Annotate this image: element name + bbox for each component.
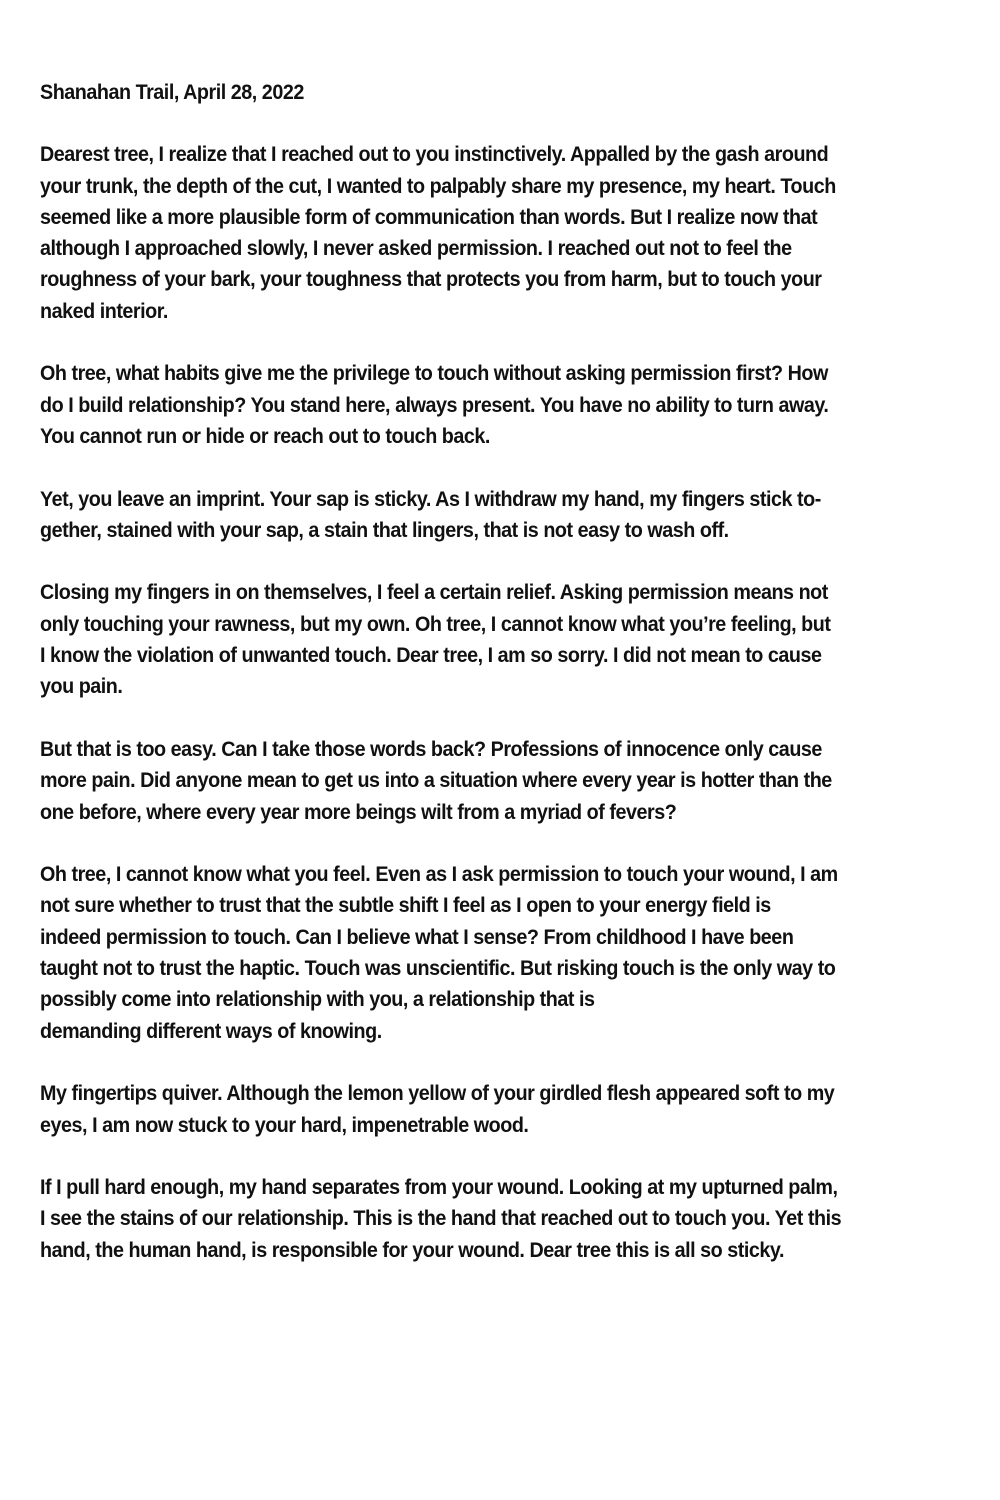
paragraph-line: Oh tree, what habits give me the privilege to touch without asking permission first? How (40, 362, 828, 386)
paragraph-line: roughness of your bark, your toughness that protects you from harm, but to touch your (40, 268, 822, 292)
paragraph-list (40, 139, 914, 1266)
paragraph-line: I see the stains of our relationship. This is the hand that reached out to touch you. Yet this (40, 1207, 842, 1231)
paragraph (40, 734, 914, 828)
paragraph-line: your trunk, the depth of the cut, I wanted to palpably share my presence, my heart. Touch (40, 174, 836, 198)
letter-heading: Shanahan Trail, April 28, 2022 (40, 81, 304, 104)
paragraph-line: hand, the human hand, is responsible for your wound. Dear tree this is all so sticky. (40, 1238, 784, 1262)
paragraph-line: eyes, I am now stuck to your hard, impenetrable wood. (40, 1113, 529, 1137)
paragraph-line: If I pull hard enough, my hand separates from your wound. Looking at my upturned palm, (40, 1176, 838, 1200)
paragraph-line: demanding different ways of knowing. (40, 1019, 382, 1043)
paragraph-line: naked interior. (40, 299, 168, 323)
paragraph-line: you pain. (40, 675, 123, 699)
paragraph (40, 358, 914, 452)
paragraph-line: only touching your rawness, but my own. Oh tree, I cannot know what you’re feeling, but (40, 612, 831, 636)
paragraph-line: possibly come into relationship with you, a relationship that is (40, 988, 595, 1012)
paragraph-line: seemed like a more plausible form of communication than words. But I realize now that (40, 205, 818, 229)
paragraph (40, 577, 914, 702)
paragraph-line: although I approached slowly, I never asked permission. I reached out not to feel the (40, 237, 792, 261)
paragraph-line: I know the violation of unwanted touch. Dear tree, I am so sorry. I did not mean to cause (40, 644, 822, 668)
paragraph-line: gether, stained with your sap, a stain that lingers, that is not easy to wash off. (40, 518, 729, 542)
paragraph-line: indeed permission to touch. Can I believe what I sense? From childhood I have been (40, 925, 794, 949)
paragraph-line: Dearest tree, I realize that I reached out to you instinctively. Appalled by the gash around (40, 143, 829, 167)
paragraph-line: Yet, you leave an imprint. Your sap is sticky. As I withdraw my hand, my fingers stick to- (40, 487, 821, 511)
paragraph (40, 1172, 914, 1266)
paragraph (40, 1078, 914, 1141)
paragraph-line: My fingertips quiver. Although the lemon yellow of your girdled flesh appeared soft to my (40, 1082, 835, 1106)
paragraph-line: Oh tree, I cannot know what you feel. Even as I ask permission to touch your wound, I am (40, 863, 838, 887)
paragraph-line: taught not to trust the haptic. Touch was unscientific. But risking touch is the only way to (40, 957, 836, 981)
paragraph-line: one before, where every year more beings wilt from a myriad of fevers? (40, 800, 677, 824)
paragraph-line: You cannot run or hide or reach out to touch back. (40, 424, 490, 448)
paragraph-line: not sure whether to trust that the subtle shift I feel as I open to your energy field is (40, 894, 771, 918)
paragraph (40, 859, 914, 1047)
paragraph-line: But that is too easy. Can I take those words back? Professions of innocence only cause (40, 737, 822, 761)
paragraph-line: do I build relationship? You stand here, always present. You have no ability to turn away. (40, 393, 829, 417)
paragraph-line: Closing my fingers in on themselves, I feel a certain relief. Asking permission means not (40, 581, 828, 605)
paragraph-line: more pain. Did anyone mean to get us into a situation where every year is hotter than the (40, 769, 832, 793)
letter-body (40, 77, 914, 1297)
paragraph (40, 484, 914, 547)
paragraph (40, 139, 914, 327)
